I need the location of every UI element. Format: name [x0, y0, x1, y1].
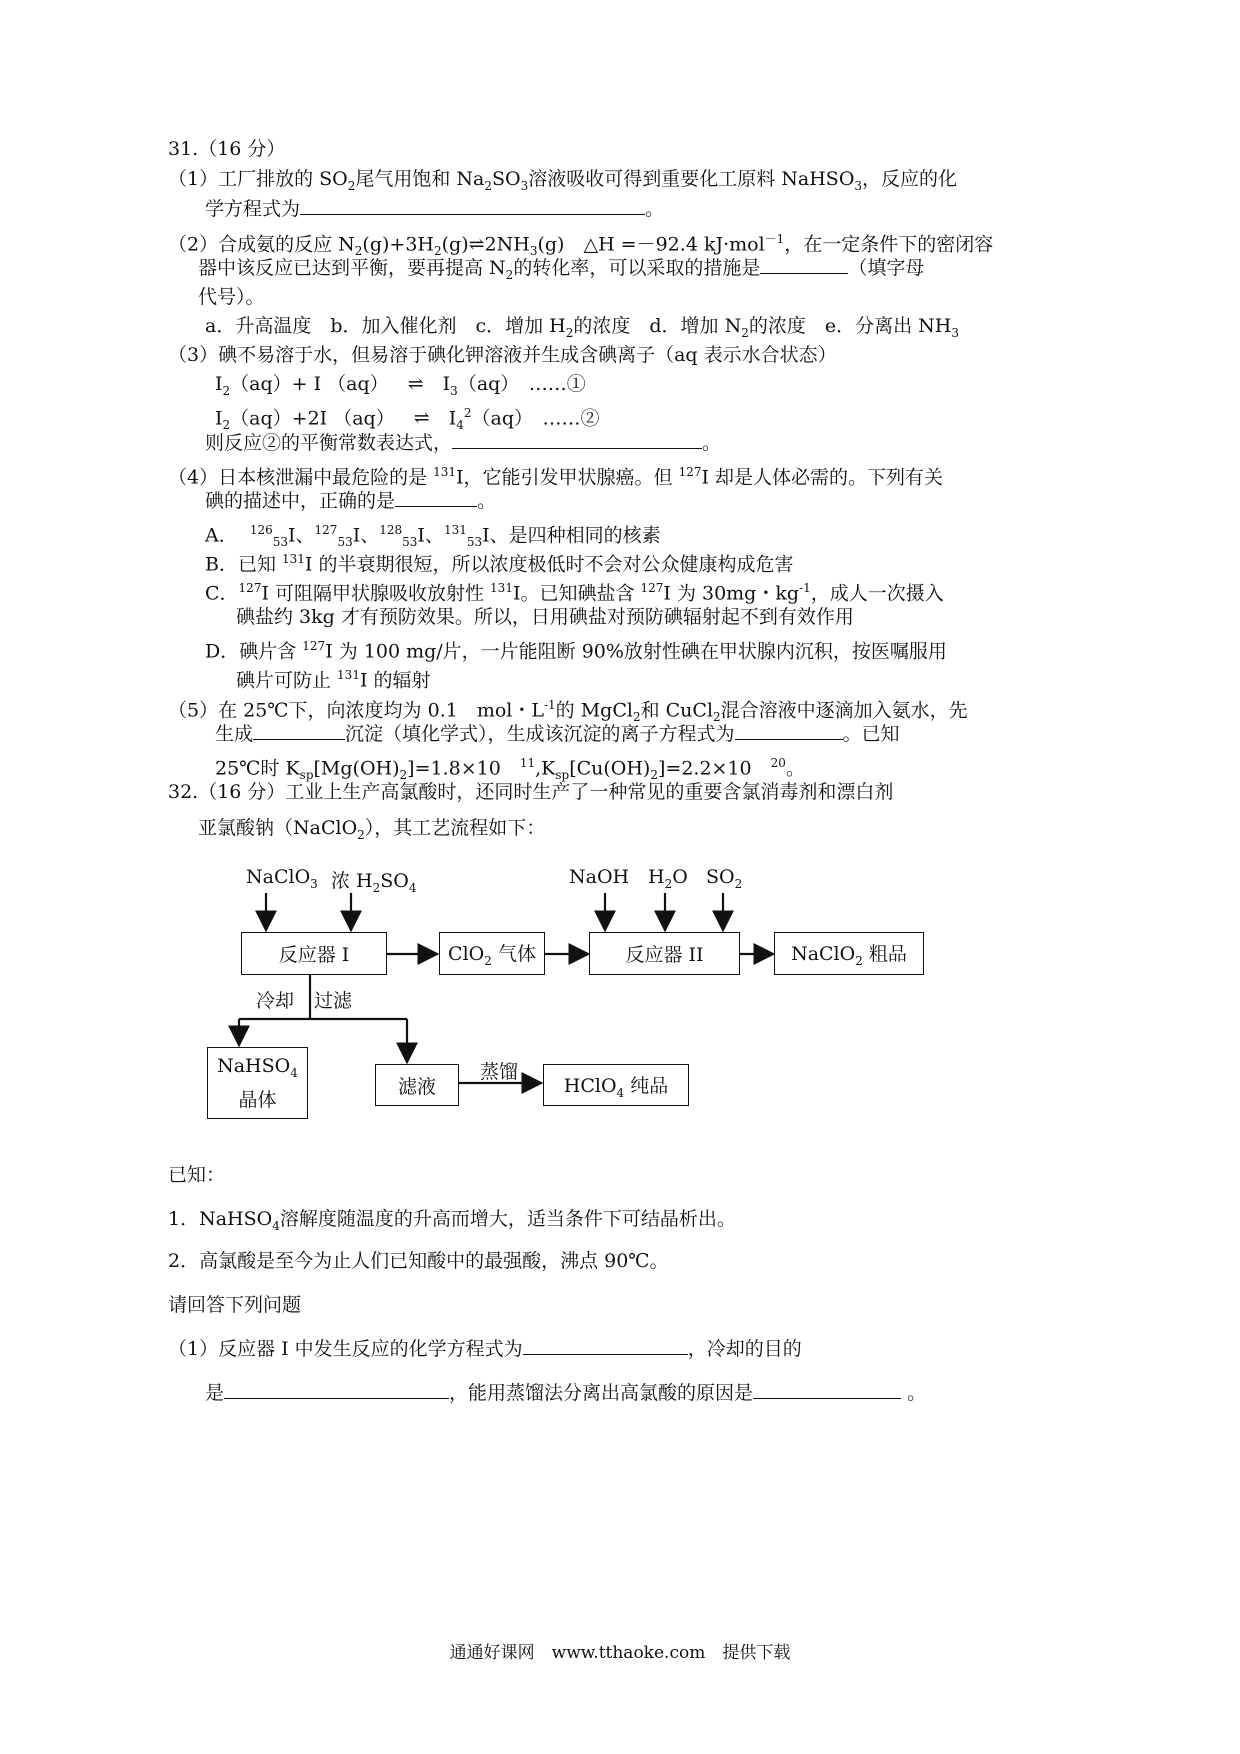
q31-part5-line1: （5）在 25℃下，向浓度均为 0.1 mol・$L^{-1}$的 MgCl$_2$和 CuCl$_2$混合溶液中逐滴加入氨水，先: [168, 698, 968, 725]
q31-part2-options: a．升高温度 b．加入催化剂 c．增加 $H_2$的浓度 d．增加 $N_2$的浓度 e．分离出 $NH_3$: [205, 315, 959, 340]
hclo4-pure-box: HClO$_4$ 纯品: [543, 1064, 689, 1106]
q31-part3-eq1: $I_2(aq)+ I$ （aq） ⇌ $I_3(aq)$ ……①: [215, 369, 586, 406]
q32-header: 32.（16 分）工业上生产高氯酸时，还同时生产了一种常见的重要含氯消毒剂和漂白剂: [168, 781, 894, 803]
q31-part2-line2: 器中该反应已达到平衡，要再提高 $N_2$的转化率，可以采取的措施是 （填字母: [198, 253, 924, 290]
q32-header-line2: 亚氯酸钠（NaClO$_2$），其工艺流程如下：: [198, 817, 546, 842]
q31-part2-line3: 代号）。: [198, 286, 265, 308]
q31-part4-line1: （4）日本核泄漏中最危险的是 $^{131}$I，它能引发甲状腺癌。但 $^{127}$I 却是人体必需的。下列有关: [168, 465, 944, 489]
answer-blank[interactable]: [224, 1378, 449, 1399]
q31-part1-line2: 学方程式为 。: [205, 194, 664, 224]
q31-part2-line1: （2）合成氨的反应 $N_2(g)+3H_2(g)\rightleftharpoons 2NH_3(g)$ △H =－92.4 kJ·mol$^{-1}$，在一定条件下的密闭容: [168, 232, 994, 259]
q31-part5-line2: 生成 沉淀（填化学式），生成该沉淀的离子方程式为 。已知: [215, 719, 900, 749]
q31-option-c-line2: 碘盐约 3kg 才有预防效果。所以，日用碘盐对预防碘辐射起不到有效作用: [236, 606, 854, 628]
filtrate-box: 滤液: [375, 1064, 459, 1106]
reactor-2-box: 反应器 II: [589, 932, 740, 975]
q31-option-d-line2: 碘片可防止 $^{131}$I 的辐射: [236, 668, 431, 692]
q31-part3-eq2: $I_2(aq)+2I$ （aq） ⇌ $I_4^2(aq)$ ……②: [215, 398, 600, 440]
q31-part4-line2: 碘的描述中，正确的是 。: [205, 486, 496, 516]
answer-blank[interactable]: [523, 1334, 688, 1355]
q31-part3-line2: 则反应②的平衡常数表达式， 。: [205, 428, 721, 458]
equilibrium-arrow-icon: ⇌: [413, 407, 430, 430]
q31-option-a: A． $^{126}_{53}$I、$^{127}_{53}$I、$^{128}_{53}$I、$^{131}_{53}$I、是四种相同的核素: [205, 523, 661, 550]
reactor-1-box: 反应器 I: [241, 932, 387, 975]
input-h2o-label: $H_2O$: [648, 866, 688, 891]
q31-header: 31.（16 分）: [168, 138, 286, 160]
q31-option-c-line1: C．$^{127}$I 可阻隔甲状腺吸收放射性 $^{131}$I。已知碘盐含 $^{127}$I 为 30mg・$kg^{-1}$，成人一次摄入: [205, 581, 944, 605]
equilibrium-arrow-icon: ⇌: [407, 373, 424, 395]
nahso4-crystal-box: NaHSO$_4$ 晶体: [207, 1047, 308, 1119]
q31-part5-line3: 25℃时 $K_{sp}[Mg(OH)_2]=1.8\times 10$ $^{11},K_{sp}[Cu(OH)_2]=2.2\times 10$ $^{20}$。: [215, 756, 805, 783]
q31-part1-line1: （1）工厂排放的 $SO_2$尾气用饱和 $Na_2SO_3$溶液吸收可得到重要化工原料 NaHSO$_3$，反应的化: [168, 168, 958, 193]
input-naoh-label: NaOH: [569, 866, 630, 888]
answer-blank[interactable]: [753, 1378, 901, 1399]
filter-label: 过滤: [314, 990, 353, 1012]
q32-part1-line1: （1）反应器 I 中发生反应的化学方程式为 ，冷却的目的: [168, 1334, 802, 1364]
input-h2so4-label: 浓 $H_2SO_4$: [331, 870, 417, 895]
q31-option-b: B．已知 $^{131}$I 的半衰期很短，所以浓度极低时不会对公众健康构成危害: [205, 552, 794, 576]
known-heading: 已知：: [168, 1164, 226, 1186]
input-so2-label: $SO_2$: [706, 866, 743, 891]
input-naclo3-label: NaClO$_3$: [246, 866, 318, 891]
distill-label: 蒸馏: [480, 1061, 519, 1083]
clo2-gas-box: ClO$_2$ 气体: [439, 932, 545, 975]
naclo2-crude-box: NaClO$_2$ 粗品: [774, 932, 924, 975]
known-item-2: 2．高氯酸是至今为止人们已知酸中的最强酸，沸点 90℃。: [168, 1250, 669, 1272]
ask-heading: 请回答下列问题: [168, 1294, 302, 1316]
q31-part3-line1: （3）碘不易溶于水，但易溶于碘化钾溶液并生成含碘离子（aq 表示水合状态）: [168, 344, 837, 366]
known-item-1: 1．NaHSO$_4$溶解度随温度的升高而增大，适当条件下可结晶析出。: [168, 1208, 736, 1233]
page-footer: 通通好课网 www.tthaoke.com 提供下载: [449, 1643, 791, 1663]
q32-part1-line2: 是 ，能用蒸馏法分离出高氯酸的原因是 。: [205, 1378, 926, 1408]
cool-label: 冷却: [256, 990, 295, 1012]
q31-option-d-line1: D．碘片含 $^{127}$I 为 100 mg/片，一片能阻断 90%放射性碘在甲状腺内沉积，按医嘱服用: [205, 639, 947, 663]
